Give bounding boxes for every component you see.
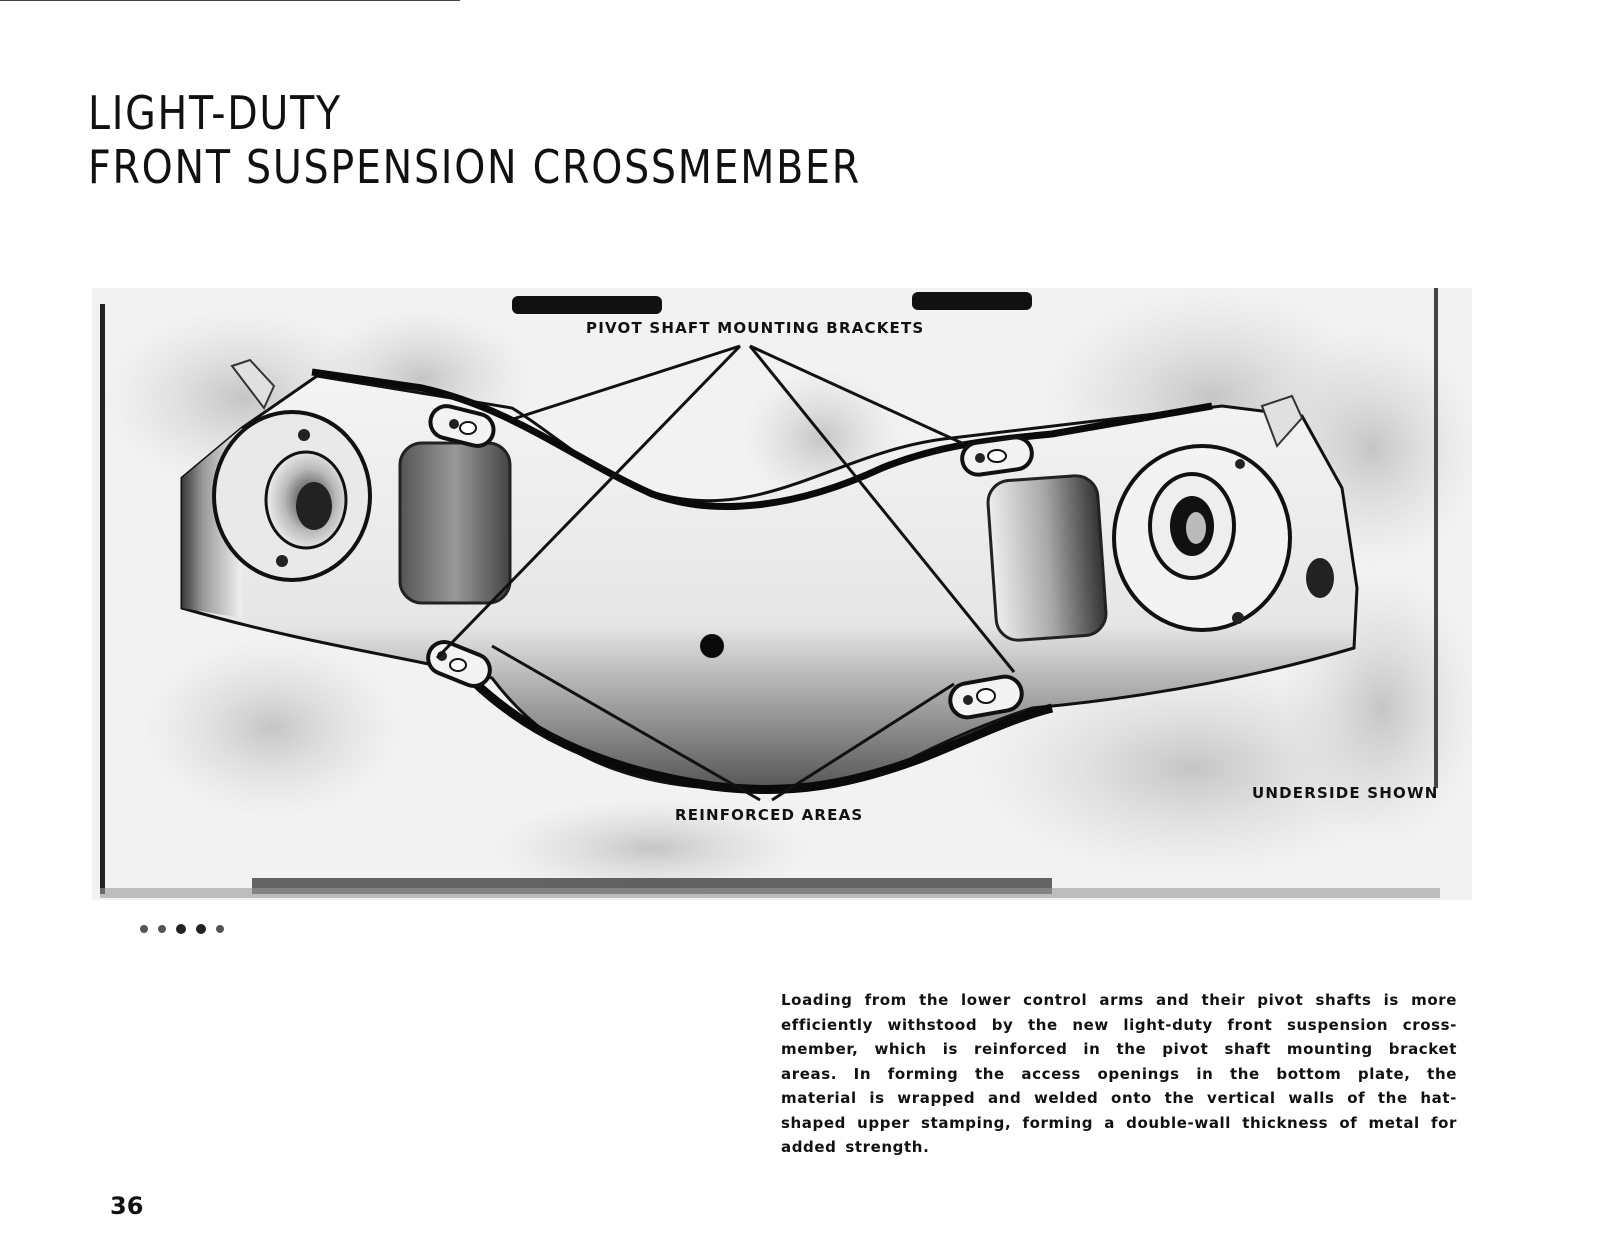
top-edge-rule — [0, 0, 460, 1]
decorative-dots — [140, 924, 224, 934]
dot-icon — [216, 925, 224, 933]
page-number: 36 — [110, 1192, 144, 1220]
body-paragraph: Loading from the lower control arms and their pivot shafts is more efficiently withstood by the new light-duty front suspension cross-member, which is reinforced in the pivot shaft mounting bracket areas. In forming the access openings in the bottom plate, the material is wrapped and welded onto the vertical walls of the hat-shaped upper stamping, forming a double-wall thickness of metal for added strength. — [781, 991, 1457, 1156]
crossmember-photo — [92, 288, 1472, 900]
dot-icon — [176, 924, 186, 934]
page-title — [88, 86, 987, 194]
callout-reinforced-areas: REINFORCED AREAS — [675, 806, 864, 824]
page-title-line-2: FRONT SUSPENSION CROSSMEMBER — [88, 140, 861, 194]
callout-pivot-shaft-mounting-brackets: PIVOT SHAFT MOUNTING BRACKETS — [586, 319, 925, 337]
page-title-line-1: LIGHT-DUTY — [88, 86, 342, 140]
dot-icon — [196, 924, 206, 934]
callout-underside-shown: UNDERSIDE SHOWN — [1252, 784, 1439, 802]
dot-icon — [158, 925, 166, 933]
dot-icon — [140, 925, 148, 933]
